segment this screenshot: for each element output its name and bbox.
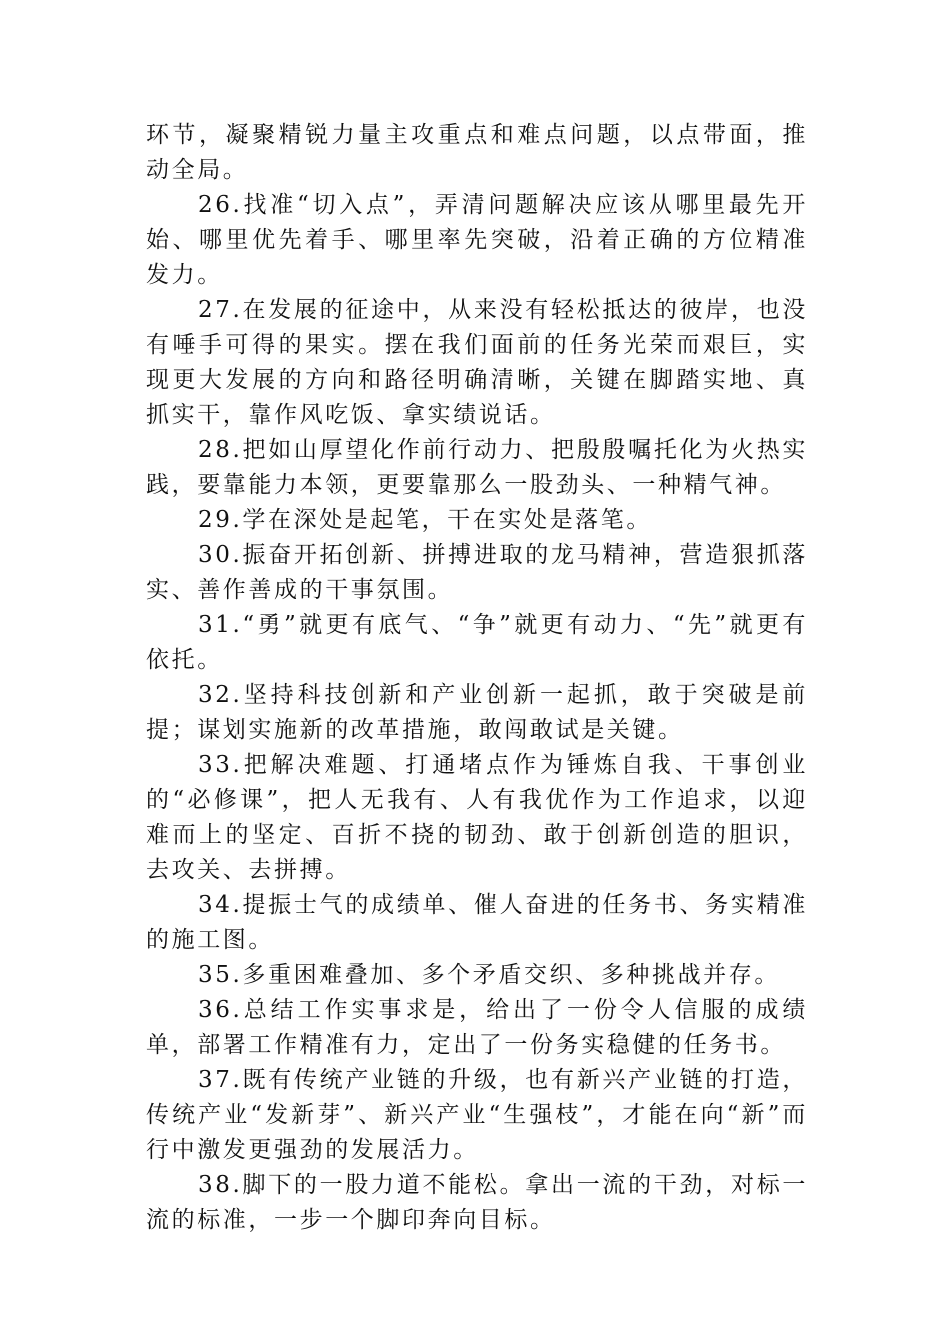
- paragraph-item-36: 36.总结工作实事求是，给出了一份令人信服的成绩单，部署工作精准有力，定出了一份务实稳健的任务书。: [146, 997, 808, 1058]
- paragraph-continuation: 环节，凝聚精锐力量主攻重点和难点问题，以点带面，推动全局。: [146, 122, 808, 183]
- paragraph-item-26: 26.找准“切入点”，弄清问题解决应该从哪里最先开始、哪里优先着手、哪里率先突破，沿着正确的方位精准发力。: [146, 192, 808, 288]
- paragraph-item-30: 30.振奋开拓创新、拼搏进取的龙马精神，营造狠抓落实、善作善成的干事氛围。: [146, 542, 808, 603]
- paragraph-item-38: 38.脚下的一股力道不能松。拿出一流的干劲，对标一流的标准，一步一个脚印奔向目标。: [146, 1172, 808, 1233]
- paragraph-item-33: 33.把解决难题、打通堵点作为锤炼自我、干事创业的“必修课”，把人无我有、人有我优作为工作追求，以迎难而上的坚定、百折不挠的韧劲、敢于创新创造的胆识，去攻关、去拼搏。: [146, 752, 808, 883]
- paragraph-item-32: 32.坚持科技创新和产业创新一起抓，敢于突破是前提；谋划实施新的改革措施，敢闯敢试是关键。: [146, 682, 808, 743]
- paragraph-item-35: 35.多重困难叠加、多个矛盾交织、多种挑战并存。: [198, 962, 780, 988]
- paragraph-item-37: 37.既有传统产业链的升级，也有新兴产业链的打造，传统产业“发新芽”、新兴产业“生强枝”，才能在向“新”而行中激发更强劲的发展活力。: [146, 1067, 808, 1163]
- document-body: [146, 118, 808, 1238]
- paragraph-item-29: 29.学在深处是起笔，干在实处是落笔。: [198, 507, 652, 533]
- paragraph-item-31: 31.“勇”就更有底气、“争”就更有动力、“先”就更有依托。: [146, 612, 808, 673]
- paragraph-item-34: 34.提振士气的成绩单、催人奋进的任务书、务实精准的施工图。: [146, 892, 808, 953]
- paragraph-item-27: 27.在发展的征途中，从来没有轻松抵达的彼岸，也没有唾手可得的果实。摆在我们面前的任务光荣而艰巨，实现更大发展的方向和路径明确清晰，关键在脚踏实地、真抓实干，靠作风吃饭、拿实绩说话。: [146, 297, 808, 428]
- paragraph-item-28: 28.把如山厚望化作前行动力、把殷殷嘱托化为火热实践，要靠能力本领，更要靠那么一股劲头、一种精气神。: [146, 437, 808, 498]
